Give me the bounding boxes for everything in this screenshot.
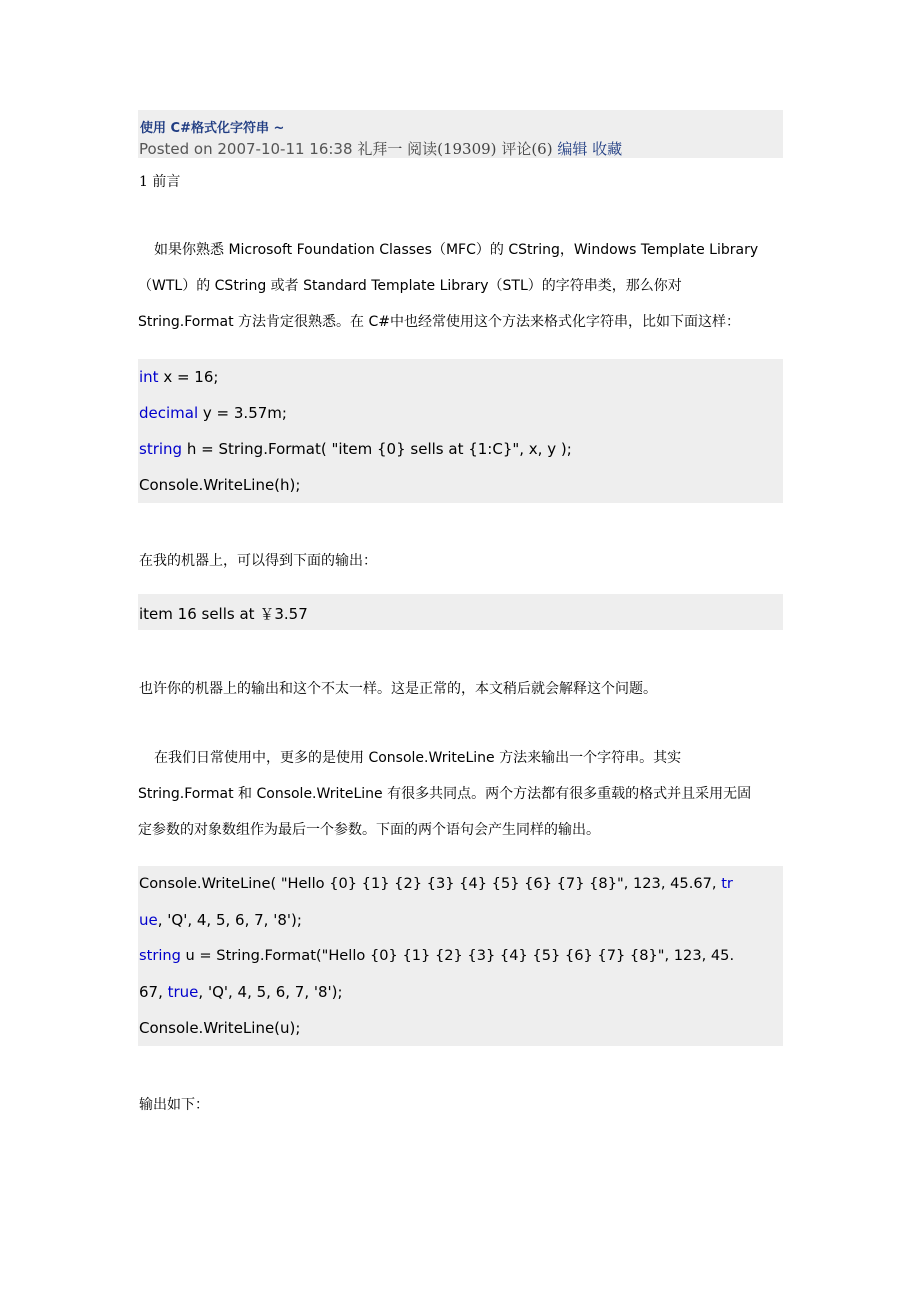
code-line: decimal y = 3.57m;: [139, 404, 287, 422]
code-line: 67, true, 'Q', 4, 5, 6, 7, '8');: [139, 983, 343, 1001]
paragraph-2-line-2: String.Format 和 Console.WriteLine 有很多共同点。两个方法都有很多重载的格式并且采用无固: [138, 786, 752, 802]
code-line: string u = String.Format("Hello {0} {1} {2} {3} {4} {5} {6} {7} {8}", 123, 45.: [139, 947, 735, 964]
post-title[interactable]: 使用 C#格式化字符串 ~: [140, 121, 285, 136]
code-block-2: [138, 866, 783, 1046]
paragraph-1-line-3: String.Format 方法肯定很熟悉。在 C#中也经常使用这个方法来格式化字符串，比如下面这样：: [138, 314, 740, 330]
favorite-link[interactable]: 收藏: [592, 140, 623, 158]
read-count: 阅读(19309): [407, 140, 497, 158]
code-line: int x = 16;: [139, 368, 219, 386]
code-line: ue, 'Q', 4, 5, 6, 7, '8');: [139, 911, 302, 929]
code-line: string h = String.Format( "item {0} sells at {1:C}", x, y );: [139, 440, 572, 458]
output-intro: 在我的机器上，可以得到下面的输出：: [139, 553, 377, 569]
post-meta: [139, 138, 622, 159]
post-header: [138, 110, 783, 158]
comment-count[interactable]: 评论(6): [501, 140, 553, 158]
section-heading: 1 前言: [139, 174, 181, 190]
output-block-1: [138, 594, 783, 630]
note-paragraph: 也许你的机器上的输出和这个不太一样。这是正常的，本文稍后就会解释这个问题。: [139, 681, 657, 697]
code-line: Console.WriteLine( "Hello {0} {1} {2} {3} {4} {5} {6} {7} {8}", 123, 45.67, tr: [139, 875, 733, 892]
paragraph-2-line-1: 在我们日常使用中，更多的是使用 Console.WriteLine 方法来输出一个字符串。其实: [154, 750, 682, 766]
paragraph-1-line-1: 如果你熟悉 Microsoft Foundation Classes（MFC）的 CString，Windows Template Library: [154, 242, 759, 258]
paragraph-1-line-2: （WTL）的 CString 或者 Standard Template Library（STL）的字符串类，那么你对: [138, 278, 682, 294]
code-line: Console.WriteLine(u);: [139, 1019, 301, 1037]
posted-date: Posted on 2007-10-11 16:38: [139, 140, 353, 158]
code-block-1: [138, 359, 783, 503]
edit-link[interactable]: 编辑: [557, 140, 588, 158]
author-link[interactable]: 礼拜一: [357, 140, 403, 158]
output-intro-2: 输出如下：: [139, 1097, 209, 1113]
paragraph-2-line-3: 定参数的对象数组作为最后一个参数。下面的两个语句会产生同样的输出。: [138, 822, 600, 838]
code-line: Console.WriteLine(h);: [139, 476, 301, 494]
output-line: item 16 sells at ￥3.57: [139, 605, 308, 623]
